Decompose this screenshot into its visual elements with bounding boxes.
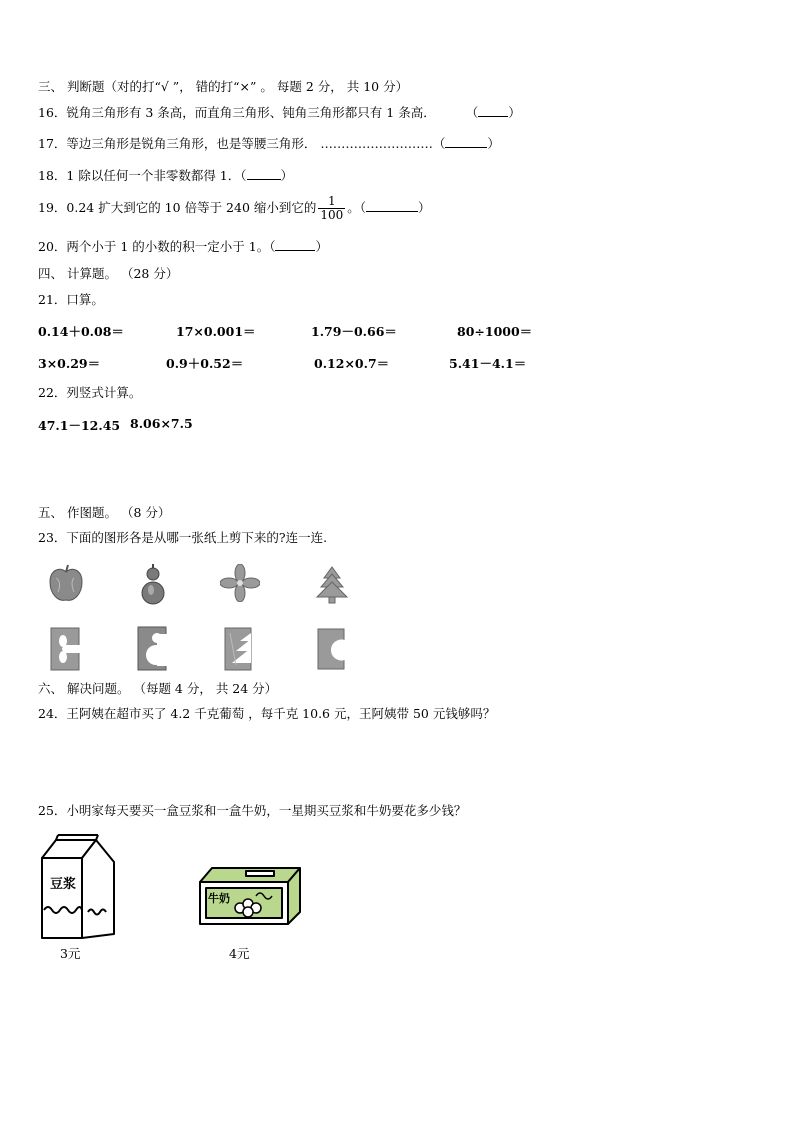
oral-calc-item: 0.9＋0.52＝ [166, 356, 244, 371]
soymilk-label: 豆浆 [50, 876, 77, 891]
question-16: 16．锐角三角形有 3 条高，而直角三角形、钝角三角形都只有 1 条高． （ ） [38, 105, 521, 120]
answer-blank-18[interactable] [247, 168, 281, 180]
oral-calc-item: 0.14＋0.08＝ [38, 324, 124, 339]
section4-heading: 四、 计算题。 （28 分） [38, 266, 179, 281]
question-18: 18．1 除以任何一个非零数都得 1．（ ） [38, 168, 294, 183]
question-19-text: 19．0.24 扩大到它的 10 倍等于 240 缩小到它的 [38, 200, 317, 215]
answer-blank-19[interactable] [366, 200, 418, 212]
oral-calc-item: 3×0.29＝ [38, 356, 101, 371]
section5-heading: 五、 作图题。 （8 分） [38, 505, 171, 520]
flower-icon [220, 564, 260, 602]
oral-calc-item: 17×0.001＝ [176, 324, 256, 339]
question-23-title: 23．下面的图形各是从哪一张纸上剪下来的?连一连. [38, 530, 328, 545]
question-22-title: 22．列竖式计算。 [38, 385, 142, 400]
paper-with-apple-cutout [317, 628, 345, 670]
question-24: 24．王阿姨在超市买了 4.2 千克葡萄 ，每千克 10.6 元，王阿姨带 50 元钱够吗？ [38, 706, 496, 721]
answer-blank-17[interactable] [445, 136, 487, 148]
gourd-icon [140, 562, 166, 606]
question-17: 17．等边三角形是锐角三角形，也是等腰三角形． ………………………（ ） [38, 136, 500, 151]
question-17-text: 17．等边三角形是锐角三角形，也是等腰三角形． ………………………（ [38, 136, 446, 151]
soymilk-carton-icon [36, 834, 120, 940]
oral-calc-item: 5.41－4.1＝ [449, 356, 527, 371]
question-25: 25．小明家每天要买一盒豆浆和一盒牛奶，一星期买豆浆和牛奶要花多少钱？ [38, 803, 467, 818]
answer-blank-16[interactable] [478, 105, 508, 117]
fraction-one-hundredth: $\frac{1}{100}$ [320, 194, 344, 222]
oral-calc-item: 1.79－0.66＝ [311, 324, 397, 339]
question-19: 19．0.24 扩大到它的 10 倍等于 240 缩小到它的 $\frac{1}{100}$ 。（ ） [38, 194, 431, 222]
paper-with-flower-cutout [50, 627, 80, 671]
vertical-calc-item: 47.1－12.45 [38, 418, 121, 433]
oral-calc-item: 80÷1000＝ [457, 324, 533, 339]
tree-icon [316, 566, 348, 604]
question-18-text: 18．1 除以任何一个非零数都得 1．（ [38, 168, 247, 183]
vertical-calc-item: 8.06×7.5 [130, 416, 193, 431]
question-20-text: 20．两个小于 1 的小数的积一定小于 1。（ [38, 239, 276, 254]
answer-blank-20[interactable] [275, 239, 315, 251]
milk-label: 牛奶 [208, 893, 230, 905]
paper-with-tree-cutout [224, 627, 252, 671]
section6-heading: 六、 解决问题。 （每题 4 分， 共 24 分） [38, 681, 278, 696]
milk-price: 4元 [229, 946, 250, 961]
milk-box-icon [196, 862, 304, 928]
question-21-title: 21．口算。 [38, 292, 104, 307]
apple-icon [48, 564, 84, 604]
paper-with-gourd-cutout [137, 626, 167, 671]
question-16-text: 16．锐角三角形有 3 条高，而直角三角形、钝角三角形都只有 1 条高． [38, 105, 436, 120]
question-20: 20．两个小于 1 的小数的积一定小于 1。（ ） [38, 239, 328, 254]
oral-calc-item: 0.12×0.7＝ [314, 356, 390, 371]
section3-heading: 三、 判断题（对的打“√ ”， 错的打“×” 。 每题 2 分， 共 10 分） [38, 79, 409, 94]
soymilk-price: 3元 [60, 946, 81, 961]
